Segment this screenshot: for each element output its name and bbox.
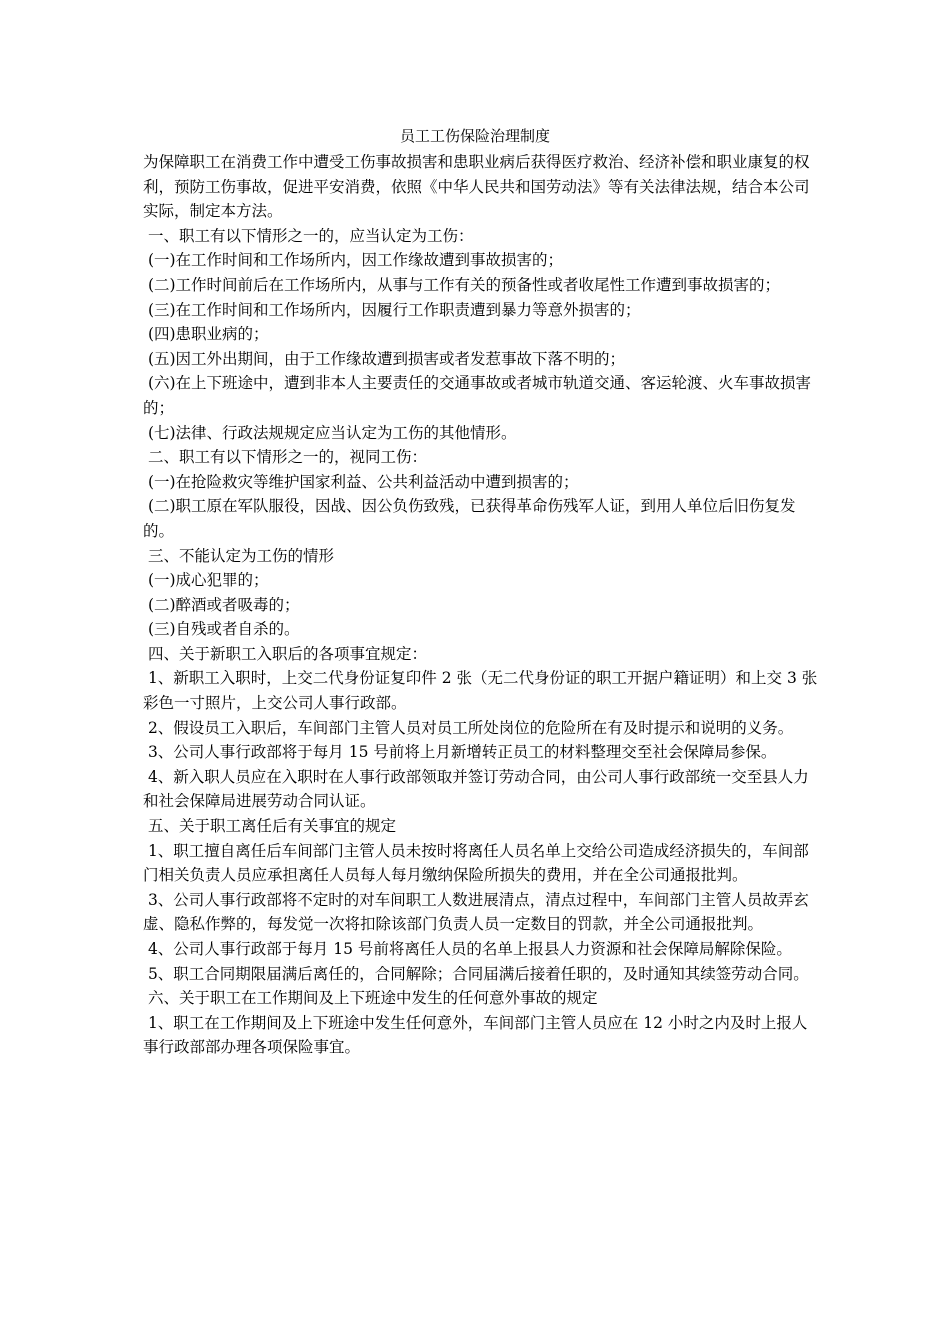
paragraph: 1、新职工入职时，上交二代身份证复印件 2 张（无二代身份证的职工开据户籍证明）和上交 3 张彩色一寸照片，上交公司人事行政部。: [143, 669, 818, 713]
paragraph: 六、关于职工在工作期间及上下班途中发生的任何意外事故的规定: [143, 989, 598, 1008]
paragraph: (一)在工作时间和工作场所内，因工作缘故遭到事故损害的；: [143, 251, 564, 270]
paragraph: (三)自残或者自杀的。: [143, 620, 300, 639]
paragraph: 3、公司人事行政部将不定时的对车间职工人数进展清点，清点过程中，车间部门主管人员故弄玄虚、隐私作弊的，每发觉一次将扣除该部门负责人员一定数目的罚款，并全公司通报批判。: [143, 890, 809, 934]
paragraph: (二)职工原在军队服役，因战、因公负伤致残，已获得革命伤残军人证，到用人单位后旧伤复发的。: [143, 497, 796, 540]
paragraph: (六)在上下班途中，遭到非本人主要责任的交通事故或者城市轨道交通、客运轮渡、火车事故损害的；: [143, 374, 812, 417]
paragraph: (七)法律、行政法规规定应当认定为工伤的其他情形。: [143, 423, 517, 442]
paragraph: 一、职工有以下情形之一的，应当认定为工伤：: [143, 226, 474, 245]
paragraph: (一)在抢险救灾等维护国家利益、公共利益活动中遭到损害的；: [143, 472, 579, 491]
paragraph: (五)因工外出期间，由于工作缘故遭到损害或者发惹事故下落不明的；: [143, 349, 626, 368]
paragraph: 三、不能认定为工伤的情形: [143, 546, 334, 565]
paragraph: 1、职工在工作期间及上下班途中发生任何意外，车间部门主管人员应在 12 小时之内及时上报人事行政部部办理各项保险事宜。: [143, 1013, 808, 1057]
paragraph: 1、职工擅自离任后车间部门主管人员未按时将离任人员名单上交给公司造成经济损失的，车间部门相关负责人员应承担离任人员每人每月缴纳保险所损失的费用，并在全公司通报批判。: [143, 841, 809, 885]
paragraph: 四、关于新职工入职后的各项事宜规定：: [143, 644, 427, 663]
paragraph: 2、假设员工入职后，车间部门主管人员对员工所处岗位的危险所在有及时提示和说明的义务。: [143, 718, 794, 737]
paragraph: (一)成心犯罪的；: [143, 571, 269, 590]
paragraph: 二、职工有以下情形之一的，视同工伤：: [143, 448, 427, 467]
paragraph: 4、新入职人员应在入职时在人事行政部领取并签订劳动合同，由公司人事行政部统一交至县人力和社会保障局进展劳动合同认证。: [143, 767, 809, 811]
paragraph: 五、关于职工离任后有关事宜的规定: [143, 817, 396, 836]
paragraph: 4、公司人事行政部于每月 15 号前将离任人员的名单上报县人力资源和社会保障局解除保险。: [143, 940, 792, 958]
document-body: [143, 150, 819, 1060]
paragraph: 5、职工合同期限届满后离任的，合同解除；合同届满后接着任职的，及时通知其续签劳动合同。: [143, 964, 809, 983]
paragraph: (二)工作时间前后在工作场所内，从事与工作有关的预备性或者收尾性工作遭到事故损害的；: [143, 275, 781, 294]
paragraph: 3、公司人事行政部将于每月 15 号前将上月新增转正员工的材料整理交至社会保障局参保。: [143, 743, 777, 762]
paragraph: (三)在工作时间和工作场所内，因履行工作职责遭到暴力等意外损害的；: [143, 300, 641, 319]
paragraph: (四)患职业病的；: [143, 325, 269, 344]
document-title: 员工工伤保险治理制度: [399, 127, 550, 145]
paragraph: (二)醉酒或者吸毒的；: [143, 595, 300, 614]
paragraph: 为保障职工在消费工作中遭受工伤事故损害和患职业病后获得医疗救治、经济补偿和职业康复的权利，预防工伤事故，促进平安消费，依照《中华人民共和国劳动法》等有关法律法规，结合本公司实际，制定本方法。: [143, 153, 810, 221]
